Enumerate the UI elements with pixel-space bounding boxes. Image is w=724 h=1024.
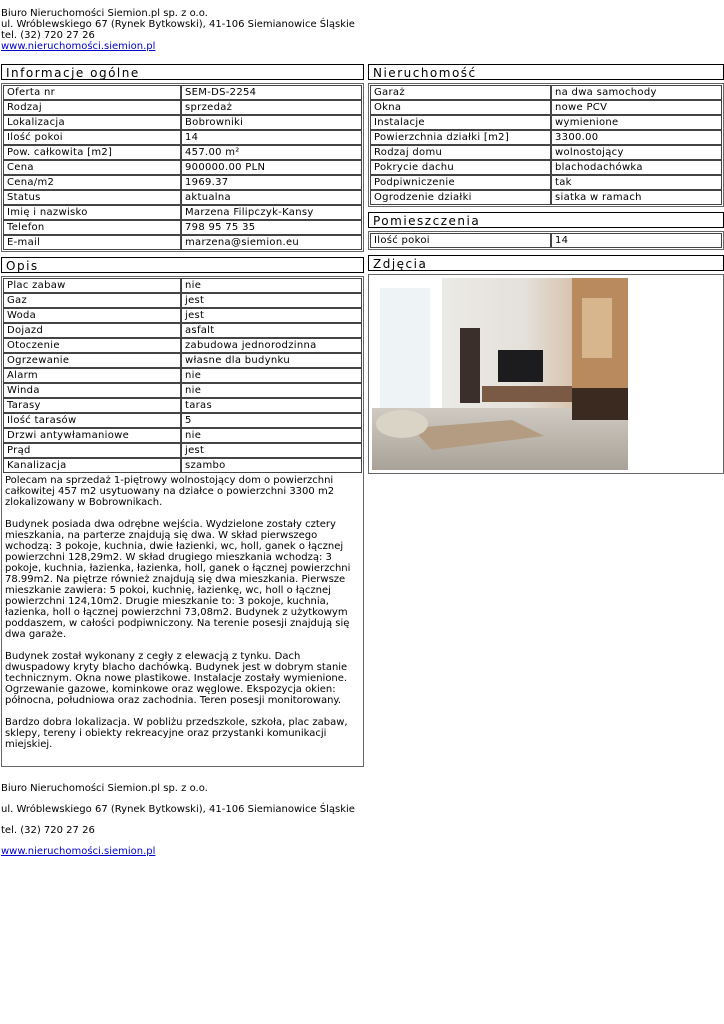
field-value: zabudowa jednorodzinna [181,338,362,353]
description-paragraph: Bardzo dobra lokalizacja. W pobliżu przedszkole, szkoła, plac zabaw, sklepy, tereny i obiekty rekreacyjne oraz przystanki komunikacji miejskiej. [5,717,348,750]
table-row [3,293,362,308]
section-title-general: Informacje ogólne [1,64,364,80]
field-label: Imię i nazwisko [3,205,181,220]
table-row [3,130,362,145]
field-label: Ilość pokoi [3,130,181,145]
field-value: 900000.00 PLN [181,160,362,175]
photos-section [368,274,724,474]
right-column [368,64,724,474]
table-row [3,443,362,458]
company-name: Biuro Nieruchomości Siemion.pl sp. z o.o. [1,8,208,19]
opis-section [1,276,364,767]
field-label: Pokrycie dachu [370,160,551,175]
field-label: Rodzaj domu [370,145,551,160]
table-row [3,160,362,175]
table-row [370,145,722,160]
field-label: Ogrzewanie [3,353,181,368]
field-value: wymienione [551,115,722,130]
field-label: Lokalizacja [3,115,181,130]
company-phone: tel. (32) 720 27 26 [1,30,95,41]
table-row [370,115,722,130]
field-label: Okna [370,100,551,115]
field-label: Powierzchnia działki [m2] [370,130,551,145]
field-value: marzena@siemion.eu [181,235,362,250]
description-paragraph: Budynek posiada dwa odrębne wejścia. Wydzielone zostały cztery mieszkania, na parterze znajdują się dwa. W skład pierwszego wchodzą: 3 pokoje, kuchnia, dwie łazienki, wc, holl, ganek o łącznej powierzchni 128,29m2. W skład drugiego mieszkania wchodzą: 3 pokoje, kuchnia, łazienka, łazienka, holl, ganek o łącznej powierzchni 78.99m2. Na piętrze również znajdują się dwa mieszkania. Pierwsze mieszkanie zawiera: 5 pokoi, kuchnię, łazienkę, wc, holl o łącznej powierzchni 124,10m2. Drugie mieszkanie to: 3 pokoje, kuchnia, łazienka, holl o łącznej powierzchni 73,08m2. Budynek z użytkowym poddaszem, w całości podpiwniczony. Na terenie posesji znajdują się dwa garaże. [5,519,351,640]
table-row [3,115,362,130]
field-label: Ogrodzenie działki [370,190,551,205]
field-label: Instalacje [370,115,551,130]
table-row [3,383,362,398]
table-row [3,100,362,115]
property-section [368,83,724,207]
field-value: SEM-DS-2254 [181,85,362,100]
rooms-section [368,231,724,250]
field-value: jest [181,293,362,308]
field-value: aktualna [181,190,362,205]
field-label: Otoczenie [3,338,181,353]
field-label: Gaz [3,293,181,308]
table-row [370,130,722,145]
table-row [370,190,722,205]
field-label: Tarasy [3,398,181,413]
field-value: nowe PCV [551,100,722,115]
field-value: sprzedaż [181,100,362,115]
table-row [3,413,362,428]
field-value: nie [181,368,362,383]
table-row [370,233,722,248]
description-text [3,473,362,765]
section-title-pomieszczenia: Pomieszczenia [368,212,724,228]
table-row [370,100,722,115]
section-title-nieruchomosc: Nieruchomość [368,64,724,80]
field-value: nie [181,428,362,443]
general-info-table [3,85,362,250]
table-row [3,220,362,235]
field-label: Plac zabaw [3,278,181,293]
field-value: 1969.37 [181,175,362,190]
field-value: 14 [551,233,722,248]
description-paragraph: Budynek został wykonany z cegły z elewacją z tynku. Dach dwuspadowy kryty blacho dachówką. Budynek jest w dobrym stanie technicznym. Okna nowe plastikowe. Instalacje zostały wymienione. Ogrzewanie gazowe, kominkowe oraz węglowe. Ekspozycja okien: północna, południowa oraz zachodnia. Teren posesji monitorowany. [5,651,348,706]
table-row [3,145,362,160]
table-row [370,160,722,175]
general-info-section [1,83,364,252]
field-value: taras [181,398,362,413]
field-label: Woda [3,308,181,323]
field-label: Rodzaj [3,100,181,115]
left-column [1,64,364,767]
field-value: siatka w ramach [551,190,722,205]
field-value: 457.00 m² [181,145,362,160]
field-value: nie [181,278,362,293]
field-value: 3300.00 [551,130,722,145]
field-label: Alarm [3,368,181,383]
field-label: Podpiwniczenie [370,175,551,190]
field-label: Garaż [370,85,551,100]
table-row [3,235,362,250]
field-value: asfalt [181,323,362,338]
table-row [3,278,362,293]
field-value: jest [181,443,362,458]
field-value: szambo [181,458,362,473]
table-row [3,85,362,100]
website-link[interactable]: www.nieruchomości.siemion.pl [1,41,156,52]
field-label: Ilość pokoi [370,233,551,248]
field-label: E-mail [3,235,181,250]
table-row [3,353,362,368]
footer-company: Biuro Nieruchomości Siemion.pl sp. z o.o. [1,783,208,794]
field-label: Status [3,190,181,205]
field-label: Dojazd [3,323,181,338]
field-value: Marzena Filipczyk-Kansy [181,205,362,220]
field-value: Bobrowniki [181,115,362,130]
field-value: własne dla budynku [181,353,362,368]
field-value: tak [551,175,722,190]
field-value: jest [181,308,362,323]
table-row [3,205,362,220]
table-row [3,190,362,205]
section-title-opis: Opis [1,257,364,273]
field-value: 5 [181,413,362,428]
table-row [370,85,722,100]
footer-phone: tel. (32) 720 27 26 [1,825,95,836]
field-value: 798 95 75 35 [181,220,362,235]
table-row [3,398,362,413]
field-label: Oferta nr [3,85,181,100]
field-label: Drzwi antywłamaniowe [3,428,181,443]
page-header [1,8,355,52]
field-label: Ilość tarasów [3,413,181,428]
table-row [370,175,722,190]
field-value: na dwa samochody [551,85,722,100]
field-value: blachodachówka [551,160,722,175]
section-title-zdjecia: Zdjęcia [368,255,724,271]
opis-table [3,278,362,473]
table-row [3,428,362,443]
field-label: Kanalizacja [3,458,181,473]
rooms-table [370,233,722,248]
table-row [3,458,362,473]
table-row [3,368,362,383]
field-label: Cena/m2 [3,175,181,190]
field-value: nie [181,383,362,398]
table-row [3,323,362,338]
field-label: Telefon [3,220,181,235]
field-value: wolnostojący [551,145,722,160]
table-row [3,308,362,323]
footer-website-link[interactable]: www.nieruchomości.siemion.pl [1,846,156,857]
table-row [3,338,362,353]
living-room-photo[interactable] [372,278,628,470]
field-label: Winda [3,383,181,398]
table-row [3,175,362,190]
field-label: Cena [3,160,181,175]
property-table [370,85,722,205]
field-label: Pow. całkowita [m2] [3,145,181,160]
field-label: Prąd [3,443,181,458]
footer-address: ul. Wróblewskiego 67 (Rynek Bytkowski), 41-106 Siemianowice Śląskie [1,804,355,815]
description-paragraph: Polecam na sprzedaż 1-piętrowy wolnostojący dom o powierzchni całkowitej 457 m2 usytuowany na działce o powierzchni 3300 m2 zlokalizowany w Bobrownikach. [5,475,335,508]
page-footer [1,783,355,867]
company-address: ul. Wróblewskiego 67 (Rynek Bytkowski), 41-106 Siemianowice Śląskie [1,19,355,30]
field-value: 14 [181,130,362,145]
